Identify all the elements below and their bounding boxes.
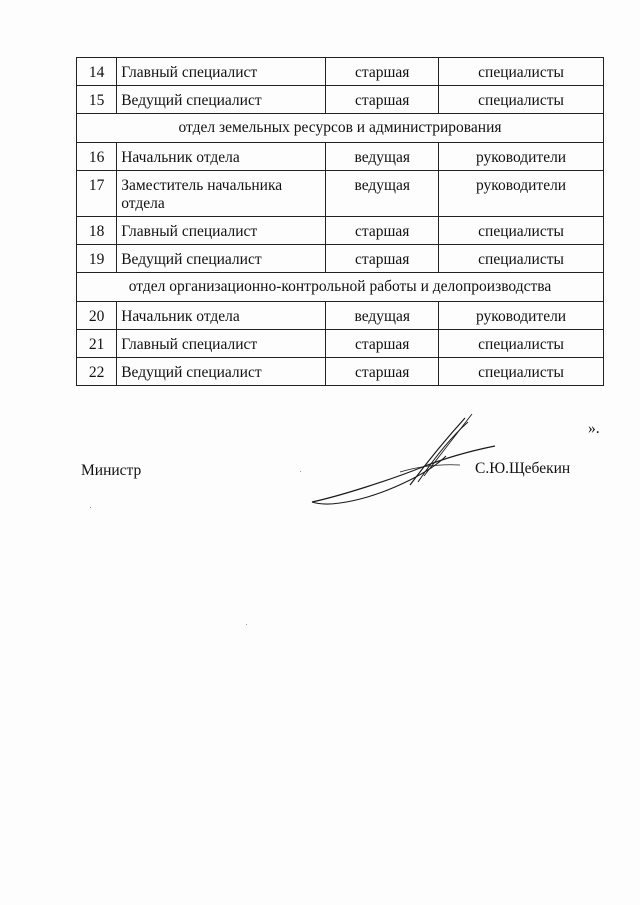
table-row <box>77 358 604 386</box>
department-row <box>77 273 604 302</box>
row-number: 16 <box>77 143 117 171</box>
table-row <box>77 245 604 273</box>
position-category: специалисты <box>439 358 604 386</box>
row-number: 14 <box>77 58 117 86</box>
position-group: старшая <box>326 358 439 386</box>
position-title: Ведущий специалист <box>117 86 326 114</box>
position-title: Главный специалист <box>117 58 326 86</box>
row-number: 19 <box>77 245 117 273</box>
position-category: специалисты <box>439 245 604 273</box>
position-group: ведущая <box>326 171 439 217</box>
position-category: специалисты <box>439 58 604 86</box>
department-name: отдел земельных ресурсов и администрирования <box>77 114 604 143</box>
table-row <box>77 330 604 358</box>
closing-quote: ». <box>588 420 600 437</box>
position-group: ведущая <box>326 302 439 330</box>
row-number: 18 <box>77 217 117 245</box>
position-category: руководители <box>439 143 604 171</box>
position-group: старшая <box>326 330 439 358</box>
handwritten-signature <box>300 410 500 515</box>
row-number: 20 <box>77 302 117 330</box>
position-group: старшая <box>326 217 439 245</box>
position-category: специалисты <box>439 86 604 114</box>
table-row <box>77 143 604 171</box>
position-title: Ведущий специалист <box>117 245 326 273</box>
position-category: специалисты <box>439 330 604 358</box>
scan-speck <box>300 471 301 472</box>
row-number: 21 <box>77 330 117 358</box>
table-row <box>77 302 604 330</box>
position-group: старшая <box>326 86 439 114</box>
position-category: руководители <box>439 302 604 330</box>
department-name: отдел организационно-контрольной работы и делопроизводства <box>77 273 604 302</box>
department-row <box>77 114 604 143</box>
table-row <box>77 217 604 245</box>
table-row <box>77 58 604 86</box>
position-title: Главный специалист <box>117 217 326 245</box>
position-title: Заместитель начальника отдела <box>117 171 326 217</box>
table-row <box>77 86 604 114</box>
signatory-name: С.Ю.Щебекин <box>475 460 571 477</box>
position-group: ведущая <box>326 143 439 171</box>
position-title: Начальник отдела <box>117 143 326 171</box>
row-number: 17 <box>77 171 117 217</box>
position-category: руководители <box>439 171 604 217</box>
position-title: Начальник отдела <box>117 302 326 330</box>
position-title: Главный специалист <box>117 330 326 358</box>
position-title: Ведущий специалист <box>117 358 326 386</box>
scan-speck <box>246 624 247 625</box>
table-row <box>77 171 604 217</box>
scan-speck <box>90 507 91 508</box>
signatory-position: Министр <box>81 462 142 479</box>
position-group: старшая <box>326 58 439 86</box>
row-number: 15 <box>77 86 117 114</box>
positions-table <box>76 57 604 386</box>
position-category: специалисты <box>439 217 604 245</box>
row-number: 22 <box>77 358 117 386</box>
position-group: старшая <box>326 245 439 273</box>
